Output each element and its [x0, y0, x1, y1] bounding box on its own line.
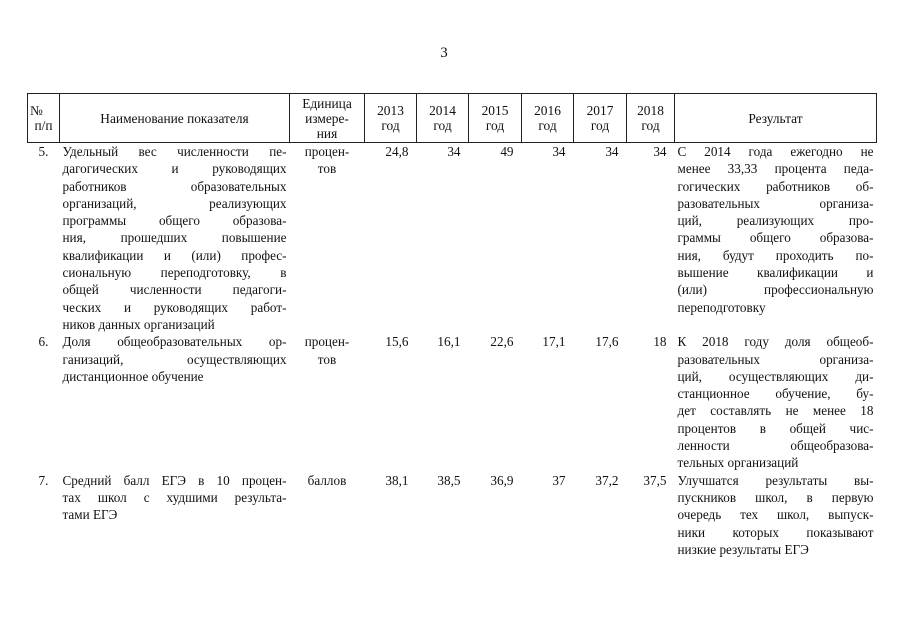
header-year-unit: год: [381, 118, 400, 133]
header-year-2017: [574, 94, 627, 143]
header-year-2013: [365, 94, 417, 143]
header-unit-line: измере-: [305, 110, 349, 126]
name-line: дагогических и руководящих: [62, 161, 287, 177]
indicator-name: [60, 143, 290, 334]
value-2017: 37,2: [595, 472, 619, 488]
header-year: 2014: [429, 103, 456, 118]
name-line: ческих и руководящих работ-: [62, 299, 287, 315]
name-line: ния, прошедших повышение: [62, 230, 287, 246]
result-line: К 2018 году доля общеоб-: [677, 334, 874, 350]
header-number: [28, 94, 60, 143]
row-number: 5.: [38, 144, 49, 159]
value-2014: 16,1: [437, 334, 461, 350]
header-year-2018: [627, 94, 675, 143]
result-line: тельных организаций: [677, 455, 799, 471]
header-year: 2018: [637, 103, 664, 118]
result-line: менее 33,33 процента педа-: [677, 161, 874, 177]
name-line: Средний балл ЕГЭ в 10 процен-: [62, 472, 287, 488]
value-2016: 17,1: [542, 334, 566, 350]
header-number-line: №: [30, 103, 43, 118]
result-text: [675, 333, 877, 471]
header-year: 2013: [377, 103, 404, 118]
result-line: ций, осуществляющих ди-: [677, 368, 874, 384]
result-line: процентов в общей чис-: [677, 420, 874, 436]
header-result: Результат: [675, 94, 877, 143]
value-2014: 34: [447, 144, 461, 159]
header-number-line: п/п: [34, 118, 53, 133]
unit-cell: [290, 143, 365, 334]
header-year: 2017: [586, 103, 614, 118]
name-line: квалификации и (или) профес-: [62, 247, 287, 263]
unit-cell: [290, 333, 365, 471]
name-line: ников данных организаций: [62, 316, 215, 332]
header-year-unit: год: [590, 118, 610, 133]
value-2013: 38,1: [385, 472, 409, 488]
header-year-2014: [417, 94, 469, 143]
indicator-name: [60, 472, 290, 558]
value-2017: 17,6: [595, 334, 619, 350]
unit-cell: [290, 472, 365, 558]
header-unit: [290, 94, 365, 143]
name-line: организаций, реализующих: [62, 195, 287, 211]
unit-line: процен-: [304, 334, 350, 350]
value-2015: 22,6: [490, 334, 514, 350]
name-line: Доля общеобразовательных ор-: [62, 334, 287, 350]
header-year-unit: год: [485, 118, 505, 133]
name-line: ганизаций, осуществляющих: [62, 351, 287, 367]
name-line: дистанционное обучение: [62, 368, 204, 384]
indicator-name: [60, 333, 290, 471]
value-2015: 49: [500, 144, 514, 159]
header-year-unit: год: [433, 118, 452, 133]
header-year-2015: [469, 94, 522, 143]
unit-line: тов: [317, 161, 337, 177]
unit-line: тов: [317, 351, 337, 367]
value-2015: 36,9: [490, 472, 514, 488]
name-line: тах школ с худшими результа-: [62, 489, 287, 505]
name-line: общей численности педагоги-: [62, 282, 287, 298]
row-number: 6.: [38, 334, 49, 350]
result-line: ленности общеобразова-: [677, 438, 874, 454]
header-year-2016: [522, 94, 574, 143]
name-line: работников образовательных: [62, 178, 287, 194]
name-line: программы общего образова-: [62, 213, 287, 229]
value-2016: 34: [552, 144, 566, 159]
value-2018: 34: [653, 144, 667, 159]
unit-line: процен-: [304, 144, 350, 159]
unit-line: баллов: [307, 472, 347, 488]
header-year: 2015: [481, 103, 509, 118]
result-line: ния, будут проходить по-: [677, 247, 874, 263]
row-number: 7.: [38, 472, 49, 488]
header-year-unit: год: [538, 118, 557, 133]
result-line: ники которых показывают: [677, 524, 874, 540]
table-row: [28, 143, 877, 334]
header-name: Наименование показателя: [60, 94, 290, 143]
value-2013: 24,8: [385, 144, 409, 159]
result-line: низкие результаты ЕГЭ: [677, 541, 809, 557]
table-row: [28, 333, 877, 471]
result-line: очередь тех школ, выпуск-: [677, 507, 874, 523]
indicator-table: [27, 93, 877, 558]
value-2013: 15,6: [385, 334, 409, 350]
result-line: разовательных организа-: [677, 351, 874, 367]
result-line: граммы общего образова-: [677, 230, 874, 246]
result-line: станционное обучение, бу-: [677, 386, 874, 402]
result-text: [675, 472, 877, 558]
result-line: С 2014 года ежегодно не: [677, 144, 874, 159]
table-header-row: [28, 94, 877, 143]
value-2018: 18: [653, 334, 667, 350]
value-2017: 34: [605, 144, 619, 159]
table-row: [28, 472, 877, 558]
name-line: сиональную переподготовку, в: [62, 265, 287, 281]
header-year: 2016: [534, 103, 561, 118]
value-2018: 37,5: [643, 472, 667, 488]
header-unit-line: Единица: [302, 95, 352, 111]
result-line: гогических работников об-: [677, 178, 874, 194]
result-line: вышение квалификации и: [677, 265, 874, 281]
header-year-unit: год: [641, 118, 660, 133]
header-unit-line: ния: [316, 125, 338, 141]
result-line: Улучшатся результаты вы-: [677, 472, 874, 488]
value-2016: 37: [552, 472, 566, 488]
result-line: дет составлять не менее 18: [677, 403, 874, 419]
result-line: разовательных организа-: [677, 195, 874, 211]
name-line: Удельный вес численности пе-: [62, 144, 287, 159]
result-text: [675, 143, 877, 334]
page-number: 3: [440, 45, 448, 61]
result-line: (или) профессиональную: [677, 282, 874, 298]
result-line: ций, реализующих про-: [677, 213, 874, 229]
result-line: переподготовку: [677, 299, 766, 315]
name-line: тами ЕГЭ: [62, 507, 118, 523]
value-2014: 38,5: [437, 472, 461, 488]
result-line: пускников школ, в первую: [677, 489, 874, 505]
